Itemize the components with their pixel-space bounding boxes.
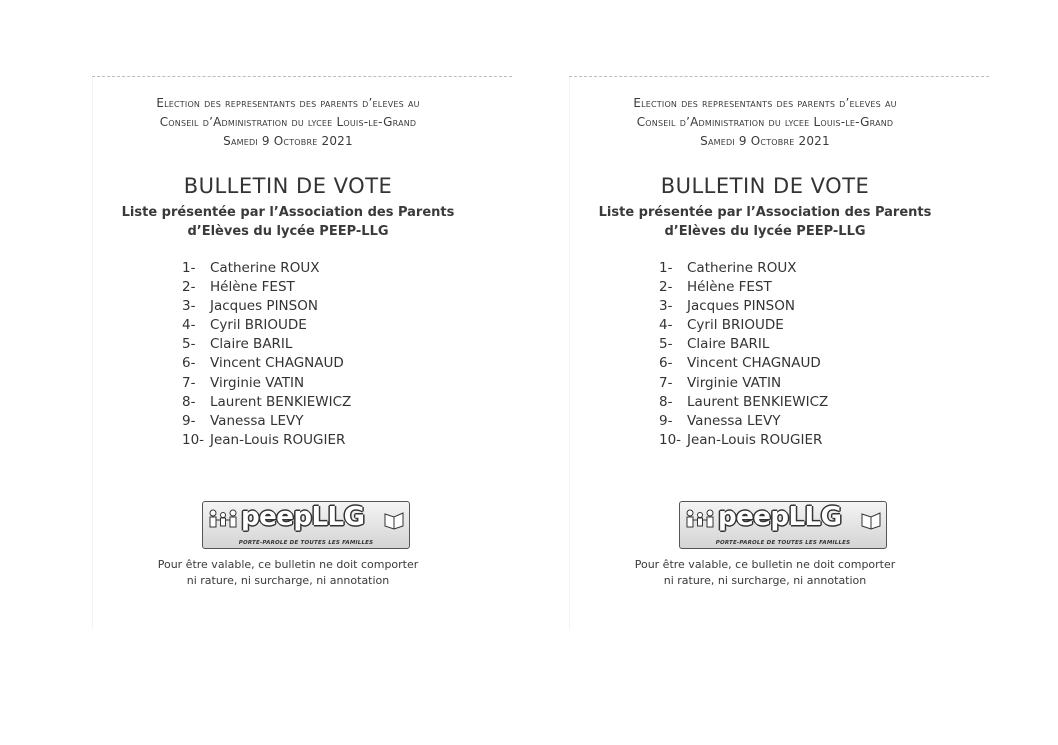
logo-tagline: PORTE-PAROLE DE TOUTES LES FAMILLES: [715, 540, 851, 546]
validity-notice: [92, 557, 484, 589]
peep-llg-logo: [679, 501, 887, 549]
candidate-name: Vincent CHAGNAUD: [210, 355, 344, 372]
candidate-item: [182, 374, 351, 393]
candidate-item: [182, 431, 351, 450]
validity-notice: [569, 557, 961, 589]
candidate-item: [659, 297, 828, 316]
candidate-name: Hélène FEST: [210, 279, 295, 296]
candidate-number: 3-: [659, 298, 673, 315]
ballot-edge: [569, 77, 570, 629]
candidate-item: [182, 316, 351, 335]
candidate-item: [659, 278, 828, 297]
candidate-number: 7-: [659, 374, 673, 391]
candidate-number: 8-: [659, 393, 673, 410]
candidate-number: 6-: [182, 355, 196, 372]
candidate-item: [182, 335, 351, 354]
candidate-name: Jean-Louis ROUGIER: [210, 431, 346, 448]
candidate-item: [182, 259, 351, 278]
candidate-name: Jean-Louis ROUGIER: [687, 431, 823, 448]
notice-line: Pour être valable, ce bulletin ne doit comporter: [157, 558, 419, 571]
family-figures-icon: [684, 508, 716, 534]
candidate-item: [659, 393, 828, 412]
ballot-edge: [92, 77, 93, 629]
candidate-number: 10-: [182, 431, 205, 448]
peep-llg-logo: [202, 501, 410, 549]
ballot-left: [92, 76, 512, 628]
candidate-number: 9-: [182, 412, 196, 429]
election-date: Samedi 9 Octobre 2021: [223, 134, 353, 148]
logo-tagline: PORTE-PAROLE DE TOUTES LES FAMILLES: [238, 540, 374, 546]
candidate-item: [182, 412, 351, 431]
notice-line: Pour être valable, ce bulletin ne doit comporter: [634, 558, 896, 571]
notice-line: ni rature, ni surcharge, ni annotation: [186, 574, 390, 587]
candidate-item: [182, 354, 351, 373]
candidate-name: Jacques PINSON: [687, 298, 795, 315]
ballot-right: [569, 76, 989, 628]
candidate-number: 8-: [182, 393, 196, 410]
election-date: Samedi 9 Octobre 2021: [700, 134, 830, 148]
open-book-icon: [383, 510, 405, 530]
candidate-name: Vanessa LEVY: [210, 412, 304, 429]
candidate-item: [659, 335, 828, 354]
candidate-name: Vanessa LEVY: [687, 412, 781, 429]
candidate-number: 10-: [659, 431, 682, 448]
notice-line: ni rature, ni surcharge, ni annotation: [663, 574, 867, 587]
candidate-number: 7-: [182, 374, 196, 391]
candidate-item: [659, 354, 828, 373]
candidate-number: 2-: [659, 279, 673, 296]
family-figures-icon: [207, 508, 239, 534]
candidate-item: [182, 297, 351, 316]
list-subtitle: [92, 203, 484, 241]
candidate-number: 9-: [659, 412, 673, 429]
candidate-number: 3-: [182, 298, 196, 315]
candidate-name: Jacques PINSON: [210, 298, 318, 315]
candidate-name: Laurent BENKIEWICZ: [687, 393, 829, 410]
header-line: Conseil d’Administration du lycee Louis-le-Grand: [636, 115, 894, 129]
candidate-number: 1-: [659, 260, 673, 276]
candidate-name: Catherine ROUX: [210, 260, 320, 276]
candidate-number: 4-: [659, 317, 673, 334]
ballot-title: BULLETIN DE VOTE: [660, 174, 870, 198]
subtitle-line: Liste présentée par l’Association des Parents: [121, 205, 455, 220]
candidate-name: Virginie VATIN: [210, 374, 305, 391]
candidate-number: 4-: [182, 317, 196, 334]
ballot-title: BULLETIN DE VOTE: [183, 174, 393, 198]
subtitle-line: Liste présentée par l’Association des Parents: [598, 205, 932, 220]
header-line: Election des representants des parents d’eleves au: [633, 96, 897, 110]
candidate-item: [659, 431, 828, 450]
candidate-name: Cyril BRIOUDE: [687, 317, 784, 334]
candidate-item: [659, 259, 828, 278]
logo-text: peepLLG: [241, 502, 365, 532]
header-line: Election des representants des parents d’eleves au: [156, 96, 420, 110]
candidate-name: Laurent BENKIEWICZ: [210, 393, 352, 410]
candidate-item: [659, 374, 828, 393]
candidate-name: Hélène FEST: [687, 279, 772, 296]
candidate-name: Vincent CHAGNAUD: [687, 355, 821, 372]
candidate-number: 6-: [659, 355, 673, 372]
candidate-name: Claire BARIL: [210, 336, 293, 353]
candidate-number: 1-: [182, 260, 196, 276]
election-header: [569, 94, 961, 151]
candidate-item: [659, 412, 828, 431]
candidate-list: [182, 259, 351, 450]
candidate-number: 5-: [659, 336, 673, 353]
header-line: Conseil d’Administration du lycee Louis-le-Grand: [159, 115, 417, 129]
list-subtitle: [569, 203, 961, 241]
open-book-icon: [860, 510, 882, 530]
candidate-name: Claire BARIL: [687, 336, 770, 353]
candidate-number: 2-: [182, 279, 196, 296]
election-header: [92, 94, 484, 151]
candidate-name: Catherine ROUX: [687, 260, 797, 276]
candidate-item: [182, 278, 351, 297]
candidate-list: [659, 259, 828, 450]
candidate-item: [182, 393, 351, 412]
candidate-name: Cyril BRIOUDE: [210, 317, 307, 334]
candidate-item: [659, 316, 828, 335]
subtitle-line: d’Elèves du lycée PEEP-LLG: [664, 224, 866, 239]
logo-text: peepLLG: [718, 502, 842, 532]
candidate-name: Virginie VATIN: [687, 374, 782, 391]
subtitle-line: d’Elèves du lycée PEEP-LLG: [187, 224, 389, 239]
candidate-number: 5-: [182, 336, 196, 353]
